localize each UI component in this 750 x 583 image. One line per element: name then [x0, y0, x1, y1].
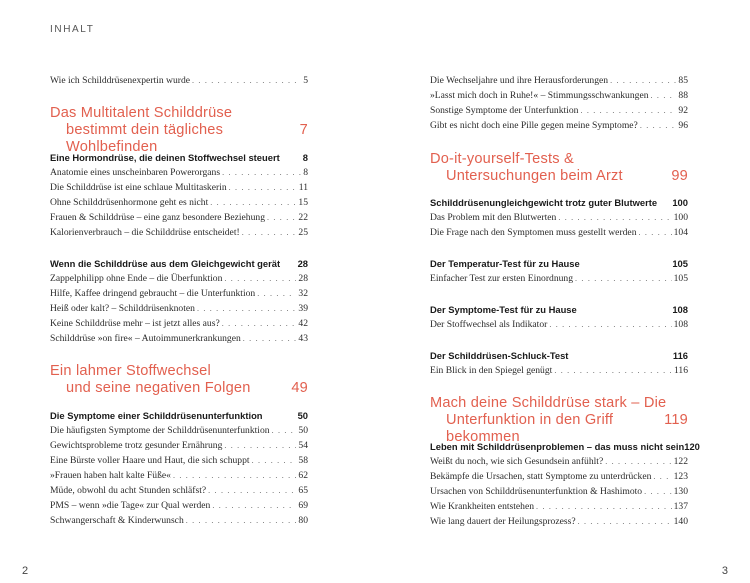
toc-entry[interactable]: [430, 516, 688, 528]
toc-entry[interactable]: [430, 471, 688, 483]
leader-dots: [578, 516, 672, 528]
toc-entry-page: 116: [673, 365, 688, 376]
toc-entry-page: 80: [298, 515, 308, 526]
chapter-title-line1: Ein lahmer Stoffwechsel: [50, 363, 211, 379]
toc-entry-page: 65: [298, 485, 308, 496]
running-head: INHALT: [50, 24, 95, 35]
toc-entry-page: 62: [298, 470, 308, 481]
toc-entry-page: 96: [678, 120, 688, 131]
toc-entry-page: 25: [298, 227, 308, 238]
chapter-page: 49: [291, 380, 308, 396]
toc-entry-page: 100: [673, 212, 688, 223]
leader-dots: [605, 456, 671, 468]
leader-dots: [224, 440, 296, 452]
toc-entry-title: Müde, obwohl du acht Stunden schläfst?: [50, 485, 207, 496]
leader-dots: [536, 501, 672, 513]
toc-entry[interactable]: [430, 501, 688, 513]
toc-entry-title: Wie Krankheiten entstehen: [430, 501, 535, 512]
toc-entry-title: Ohne Schilddrüsenhormone geht es nicht: [50, 197, 209, 208]
toc-entry-title: Frauen & Schilddrüse – eine ganz besondere Beziehung: [50, 212, 265, 223]
toc-entry[interactable]: [50, 303, 308, 315]
toc-entry[interactable]: [50, 227, 308, 239]
chapter-page: 99: [671, 168, 688, 184]
toc-entry[interactable]: [430, 486, 688, 498]
chapter-heading[interactable]: [430, 395, 688, 446]
toc-entry-page: 5: [303, 75, 308, 86]
section-page: 120: [684, 441, 700, 452]
section-heading[interactable]: [50, 152, 308, 164]
leader-dots: [186, 515, 297, 527]
leader-dots: [222, 318, 297, 330]
toc-entry-title: Die häufigsten Symptome der Schilddrüsenunterfunktion: [50, 425, 270, 436]
leader-dots: [610, 75, 676, 87]
leader-dots: [222, 167, 301, 179]
leader-dots: [644, 486, 672, 498]
section-title: Der Symptome-Test für zu Hause: [430, 304, 577, 315]
toc-entry[interactable]: [50, 425, 308, 437]
toc-entry-title: Schilddrüse »on fire« – Autoimmunerkrankungen: [50, 333, 241, 344]
section-page: 100: [672, 197, 688, 208]
leader-dots: [197, 303, 296, 315]
leader-dots: [549, 319, 671, 331]
toc-entry-title: Wie ich Schilddrüsenexpertin wurde: [50, 75, 191, 86]
toc-entry-page: 122: [673, 456, 688, 467]
leader-dots: [272, 425, 297, 437]
toc-entry-page: 22: [298, 212, 308, 223]
chapter-page: 119: [664, 412, 688, 428]
toc-entry-page: 58: [298, 455, 308, 466]
toc-entry-title: PMS – wenn »die Tage« zur Qual werden: [50, 500, 211, 511]
chapter-title-line1: Do-it-yourself-Tests &: [430, 151, 574, 167]
toc-entry-page: 108: [673, 319, 688, 330]
section-title: Der Schilddrüsen-Schluck-Test: [430, 350, 569, 361]
toc-entry[interactable]: [430, 90, 688, 102]
toc-entry-title: Keine Schilddrüse mehr – ist jetzt alles aus?: [50, 318, 220, 329]
leader-dots: [208, 485, 296, 497]
toc-entry[interactable]: [430, 75, 688, 87]
chapter-heading[interactable]: [430, 151, 688, 185]
toc-entry[interactable]: [50, 515, 308, 527]
leader-dots: [575, 273, 672, 285]
toc-entry-page: 85: [678, 75, 688, 86]
leader-dots: [639, 227, 672, 239]
toc-entry[interactable]: [50, 288, 308, 300]
toc-entry-page: 43: [298, 333, 308, 344]
toc-entry[interactable]: [430, 227, 688, 239]
toc-entry[interactable]: [50, 167, 308, 179]
toc-entry[interactable]: [430, 319, 688, 331]
section-heading[interactable]: [50, 410, 308, 422]
leader-dots: [640, 120, 677, 132]
toc-entry-title: Gewichtsprobleme trotz gesunder Ernährung: [50, 440, 223, 451]
toc-entry-page: 104: [673, 227, 688, 238]
leader-dots: [252, 455, 297, 467]
toc-entry-title: »Frauen haben halt kalte Füße«: [50, 470, 171, 481]
toc-entry-page: 69: [298, 500, 308, 511]
toc-entry-title: Das Problem mit den Blutwerten: [430, 212, 557, 223]
toc-entry[interactable]: [50, 197, 308, 209]
toc-entry-title: Zappelphilipp ohne Ende – die Überfunktion: [50, 273, 223, 284]
toc-entry-page: 15: [298, 197, 308, 208]
leader-dots: [210, 197, 296, 209]
toc-entry[interactable]: [50, 333, 308, 345]
chapter-title-line2: bestimmt dein tägliches Wohlbefinden: [66, 122, 224, 155]
leader-dots: [267, 212, 296, 224]
toc-entry-page: 8: [303, 167, 308, 178]
toc-entry-title: Ein Blick in den Spiegel genügt: [430, 365, 553, 376]
toc-entry-title: Wie lang dauert der Heilungsprozess?: [430, 516, 576, 527]
toc-entry[interactable]: [50, 182, 308, 194]
leader-dots: [242, 227, 297, 239]
toc-entry-title: Hilfe, Kaffee dringend gebraucht – die Unterfunktion: [50, 288, 256, 299]
toc-entry[interactable]: [50, 212, 308, 224]
toc-entry[interactable]: [430, 456, 688, 468]
toc-entry-page: 50: [298, 425, 308, 436]
toc-entry-title: Die Schilddrüse ist eine schlaue Multitaskerin: [50, 182, 227, 193]
toc-entry-title: Anatomie eines unscheinbaren Powerorgans: [50, 167, 221, 178]
toc-entry-page: 105: [673, 273, 688, 284]
toc-entry-page: 130: [673, 486, 688, 497]
toc-entry[interactable]: [50, 273, 308, 285]
toc-entry-page: 32: [298, 288, 308, 299]
chapter-title-line2: Untersuchungen beim Arzt: [446, 168, 623, 184]
section-page: 105: [672, 258, 688, 269]
leader-dots: [192, 75, 301, 87]
leader-dots: [554, 365, 672, 377]
toc-entry-page: 123: [673, 471, 688, 482]
toc-entry-title: Die Frage nach den Symptomen muss gestellt werden: [430, 227, 637, 238]
section-page: 108: [672, 304, 688, 315]
toc-entry-page: 140: [673, 516, 688, 527]
section-heading[interactable]: [430, 258, 688, 270]
chapter-page: 7: [299, 122, 308, 138]
section-heading[interactable]: [430, 304, 688, 316]
toc-entry-title: Kalorienverbrauch – die Schilddrüse entscheidet!: [50, 227, 240, 238]
chapter-heading[interactable]: [50, 105, 308, 156]
leader-dots: [173, 470, 296, 482]
leader-dots: [257, 288, 296, 300]
leader-dots: [224, 273, 296, 285]
toc-entry-title: Einfacher Test zur ersten Einordnung: [430, 273, 574, 284]
toc-entry[interactable]: [430, 365, 688, 377]
toc-entry[interactable]: [50, 500, 308, 512]
chapter-title-line1: Mach deine Schilddrüse stark – Die: [430, 395, 667, 411]
toc-entry-page: 28: [298, 273, 308, 284]
section-heading[interactable]: [430, 441, 700, 453]
toc-entry-page: 88: [678, 90, 688, 101]
leader-dots: [229, 182, 297, 194]
chapter-title-line2: und seine negativen Folgen: [66, 380, 251, 396]
toc-entry[interactable]: [430, 120, 688, 132]
section-heading[interactable]: [50, 258, 308, 270]
toc-entry-page: 11: [298, 182, 308, 193]
toc-entry[interactable]: [50, 318, 308, 330]
toc-entry[interactable]: [430, 212, 688, 224]
toc-entry-title: Die Wechseljahre und ihre Herausforderungen: [430, 75, 609, 86]
page-number-left: 2: [22, 565, 29, 577]
leader-dots: [653, 471, 671, 483]
toc-entry[interactable]: [430, 105, 688, 117]
section-title: Schilddrüsenungleichgewicht trotz guter Blutwerte: [430, 197, 658, 208]
toc-entry-title: Gibt es nicht doch eine Pille gegen meine Symptome?: [430, 120, 638, 131]
toc-entry-title: Heiß oder kalt? – Schilddrüsenknoten: [50, 303, 195, 314]
toc-entry[interactable]: [430, 273, 688, 285]
section-page: 28: [297, 258, 308, 269]
toc-entry-title: Sonstige Symptome der Unterfunktion: [430, 105, 579, 116]
chapter-title-line2: Unterfunktion in den Griff bekommen: [446, 412, 614, 445]
toc-entry-page: 92: [678, 105, 688, 116]
chapter-heading[interactable]: [50, 363, 308, 397]
page-number-right: 3: [721, 565, 728, 577]
toc-entry-title: Bekämpfe die Ursachen, statt Symptome zu unterdrücken: [430, 471, 652, 482]
section-page: 116: [672, 350, 688, 361]
leader-dots: [651, 90, 677, 102]
section-heading[interactable]: [430, 350, 688, 362]
toc-entry-title: Weißt du noch, wie sich Gesundsein anfühlt?: [430, 456, 604, 467]
toc-entry[interactable]: [50, 455, 308, 467]
toc-entry-page: 137: [673, 501, 688, 512]
toc-entry-title: Eine Bürste voller Haare und Haut, die sich schuppt: [50, 455, 250, 466]
section-page: 8: [302, 152, 308, 163]
leader-dots: [558, 212, 671, 224]
section-page: 50: [297, 410, 308, 421]
section-heading[interactable]: [430, 197, 688, 209]
section-title: Der Temperatur-Test für zu Hause: [430, 258, 580, 269]
section-title: Die Symptome einer Schilddrüsenunterfunktion: [50, 410, 263, 421]
leader-dots: [580, 105, 676, 117]
section-title: Eine Hormondrüse, die deinen Stoffwechsel steuert: [50, 152, 280, 163]
toc-entry[interactable]: [50, 75, 308, 87]
toc-entry-title: »Lasst mich doch in Ruhe!« – Stimmungsschwankungen: [430, 90, 649, 101]
toc-entry[interactable]: [50, 485, 308, 497]
section-title: Wenn die Schilddrüse aus dem Gleichgewicht gerät: [50, 258, 281, 269]
section-title: Leben mit Schilddrüsenproblemen – das muss nicht sein: [430, 441, 685, 452]
leader-dots: [212, 500, 296, 512]
toc-entry-title: Ursachen von Schilddrüsenunterfunktion & Hashimoto: [430, 486, 643, 497]
toc-entry-page: 42: [298, 318, 308, 329]
toc-entry-title: Der Stoffwechsel als Indikator: [430, 319, 548, 330]
leader-dots: [243, 333, 297, 345]
toc-entry[interactable]: [50, 470, 308, 482]
toc-entry[interactable]: [50, 440, 308, 452]
chapter-title-line1: Das Multitalent Schilddrüse: [50, 105, 233, 121]
toc-entry-page: 54: [298, 440, 308, 451]
toc-entry-title: Schwangerschaft & Kinderwunsch: [50, 515, 184, 526]
toc-entry-page: 39: [298, 303, 308, 314]
